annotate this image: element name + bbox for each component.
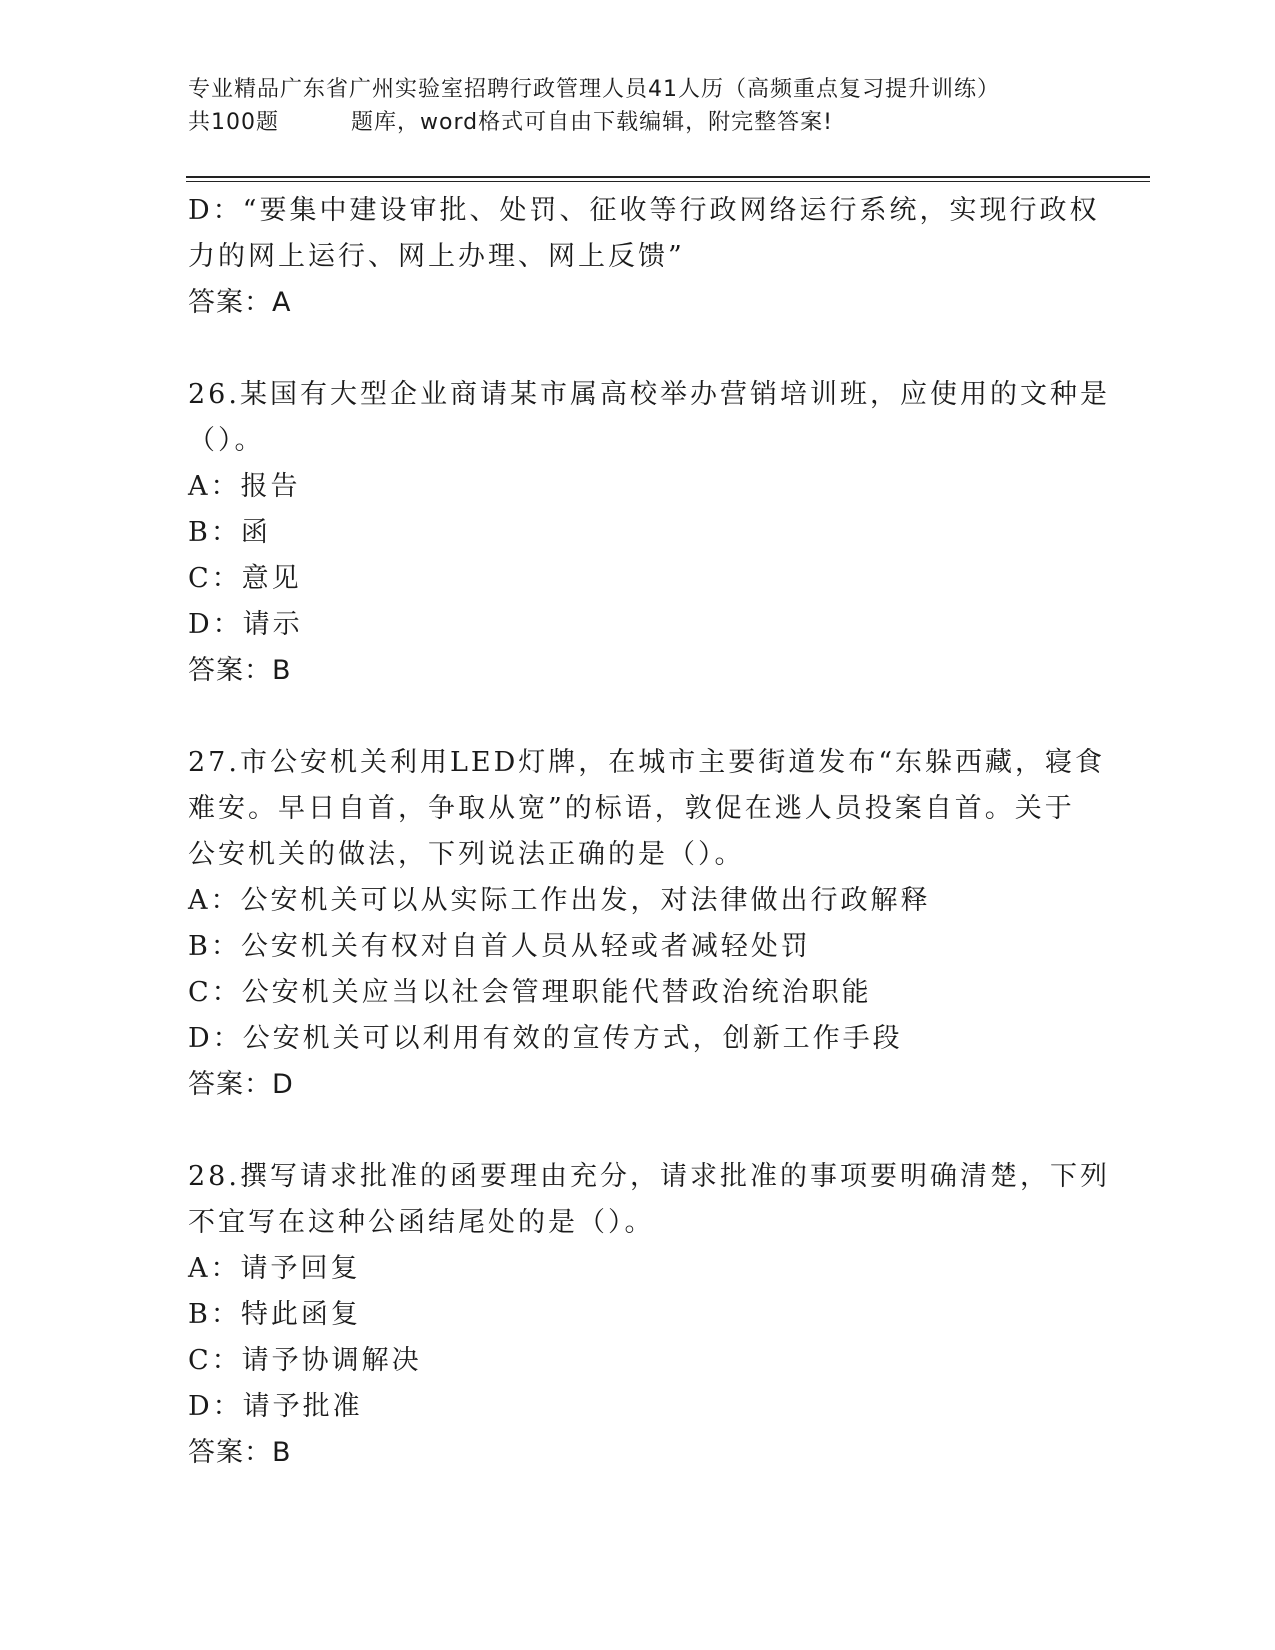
page-header	[188, 73, 1088, 139]
question-content	[188, 188, 1110, 1476]
header-title-line: 专业精品广东省广州实验室招聘行政管理人员41人历（高频重点复习提升训练）	[188, 77, 1000, 102]
header-subtitle-line	[188, 106, 1088, 139]
question-26	[188, 372, 1110, 694]
question-28	[188, 1154, 1110, 1476]
option-d-line: D：“要集中建设审批、处罚、征收等行政网络运行系统，实现行政权	[188, 195, 1100, 226]
header-rule-thin	[186, 181, 1150, 182]
answer-line: 答案：D	[188, 1069, 294, 1100]
option-c: C：请予协调解决	[188, 1345, 422, 1376]
answer-line: 答案：B	[188, 1437, 292, 1468]
question-spacer	[188, 694, 1088, 740]
question-stem: 公安机关的做法，下列说法正确的是（）。	[188, 839, 745, 870]
prev-question-tail	[188, 188, 1100, 326]
option-a: A：公安机关可以从实际工作出发，对法律做出行政解释	[188, 885, 931, 916]
question-stem: 26.某国有大型企业商请某市属高校举办营销培训班，应使用的文种是	[188, 379, 1110, 410]
option-d: D：请予批准	[188, 1391, 363, 1422]
question-spacer	[188, 1108, 1088, 1154]
header-question-count: 共100题	[188, 110, 279, 135]
option-a: A：请予回复	[188, 1253, 361, 1284]
option-b: B：特此函复	[188, 1299, 361, 1330]
option-d: D：公安机关可以利用有效的宣传方式，创新工作手段	[188, 1023, 903, 1054]
option-a: A：报告	[188, 471, 301, 502]
option-d-line: 力的网上运行、网上办理、网上反馈”	[188, 241, 685, 272]
question-stem: 不宜写在这种公函结尾处的是（）。	[188, 1207, 655, 1238]
answer-line: 答案：B	[188, 655, 292, 686]
question-27	[188, 740, 1106, 1108]
option-b: B：函	[188, 517, 271, 548]
question-spacer	[188, 326, 1088, 372]
question-stem: 难安。早日自首，争取从宽”的标语，敦促在逃人员投案自首。关于	[188, 793, 1075, 824]
option-b: B：公安机关有权对自首人员从轻或者减轻处罚	[188, 931, 811, 962]
option-c: C：公安机关应当以社会管理职能代替政治统治职能	[188, 977, 872, 1008]
answer-line: 答案：A	[188, 287, 292, 318]
option-d: D：请示	[188, 609, 303, 640]
option-c: C：意见	[188, 563, 302, 594]
question-stem: 27.市公安机关利用LED灯牌，在城市主要街道发布“东躲西藏，寝食	[188, 747, 1106, 778]
header-format-note: 题库，word格式可自由下载编辑，附完整答案!	[351, 110, 833, 135]
question-stem: 28.撰写请求批准的函要理由充分，请求批准的事项要明确清楚，下列	[188, 1161, 1110, 1192]
question-stem: （）。	[188, 425, 265, 456]
header-rule-thick	[186, 176, 1150, 178]
